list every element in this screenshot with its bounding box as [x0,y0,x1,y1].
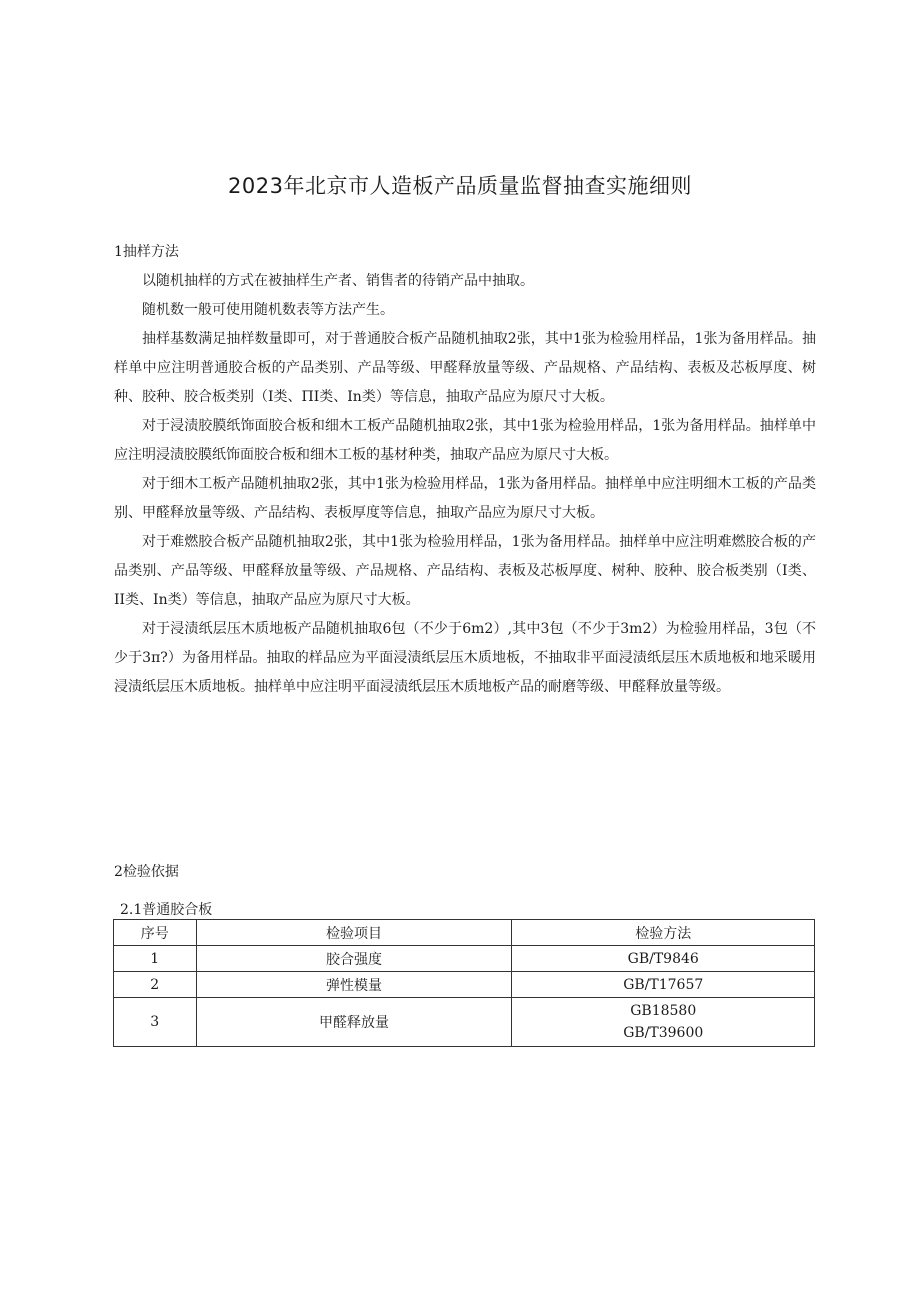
table-row [114,998,815,1047]
cell-no: 2 [114,972,197,998]
method-line: GB/T39600 [623,1025,704,1041]
table-header-row [114,920,815,946]
table-row [114,972,815,998]
section-heading: 1抽样方法 [114,244,179,260]
document-title: 2023年北京市人造板产品质量监督抽查实施细则 [228,174,692,198]
cell-method [512,998,815,1047]
cell-no: 3 [114,998,197,1047]
table-row [114,946,815,972]
cell-item: 甲醛释放量 [196,998,512,1047]
method-line: GB18580 [630,1003,697,1019]
paragraph: 随机数一般可使用随机数表等方法产生。 [142,302,394,318]
paragraph: 抽样基数满足抽样数量即可，对于普通胶合板产品随机抽取2张，其中1张为检验用样品，1张为备用样品。抽样单中应注明普通胶合板的产品类别、产品等级、甲醛释放量等级、产品规格、产品结构、表板及芯板厚度、树种、胶种、胶合板类别（I类、ΠΙ类、In类）等信息，抽取产品应为原尺寸大板。 [114,331,816,405]
paragraph: 对于细木工板产品随机抽取2张，其中1张为检验用样品，1张为备用样品。抽样单中应注明细木工板的产品类别、甲醛释放量等级、产品结构、表板厚度等信息，抽取产品应为原尺寸大板。 [114,476,816,521]
paragraph: 对于浸渍胶膜纸饰面胶合板和细木工板产品随机抽取2张，其中1张为检验用样品，1张为备用样品。抽样单中应注明浸渍胶膜纸饰面胶合板和细木工板的基材种类，抽取产品应为原尺寸大板。 [114,418,816,463]
section-1 [114,238,816,702]
table-caption: 2.1普通胶合板 [120,902,213,918]
cell-item: 弹性模量 [196,972,512,998]
cell-method: GB/T9846 [512,946,815,972]
cell-item: 胶合强度 [196,946,512,972]
paragraph: 对于浸渍纸层压木质地板产品随机抽取6包（不少于6m2）,其中3包（不少于3m2）为检验用样品，3包（不少于3π?）为备用样品。抽取的样品应为平面浸渍纸层压木质地板，不抽取非平面浸渍纸层压木质地板和地采暖用浸渍纸层压木质地板。抽样单中应注明平面浸渍纸层压木质地板产品的耐磨等级、甲醛释放量等级。 [114,621,816,695]
paragraph: 以随机抽样的方式在被抽样生产者、销售者的待销产品中抽取。 [142,273,534,289]
cell-no: 1 [114,946,197,972]
paragraph: 对于难燃胶合板产品随机抽取2张，其中1张为检验用样品，1张为备用样品。抽样单中应注明难燃胶合板的产品类别、产品等级、甲醛释放量等级、产品规格、产品结构、表板及芯板厚度、树种、胶种、胶合板类别（I类、II类、In类）等信息，抽取产品应为原尺寸大板。 [114,534,816,608]
cell-method: GB/T17657 [512,972,815,998]
header-method: 检验方法 [512,920,815,946]
header-item: 检验项目 [196,920,512,946]
section-heading: 2检验依据 [114,864,179,880]
inspection-table [113,919,815,1047]
header-no: 序号 [114,920,197,946]
